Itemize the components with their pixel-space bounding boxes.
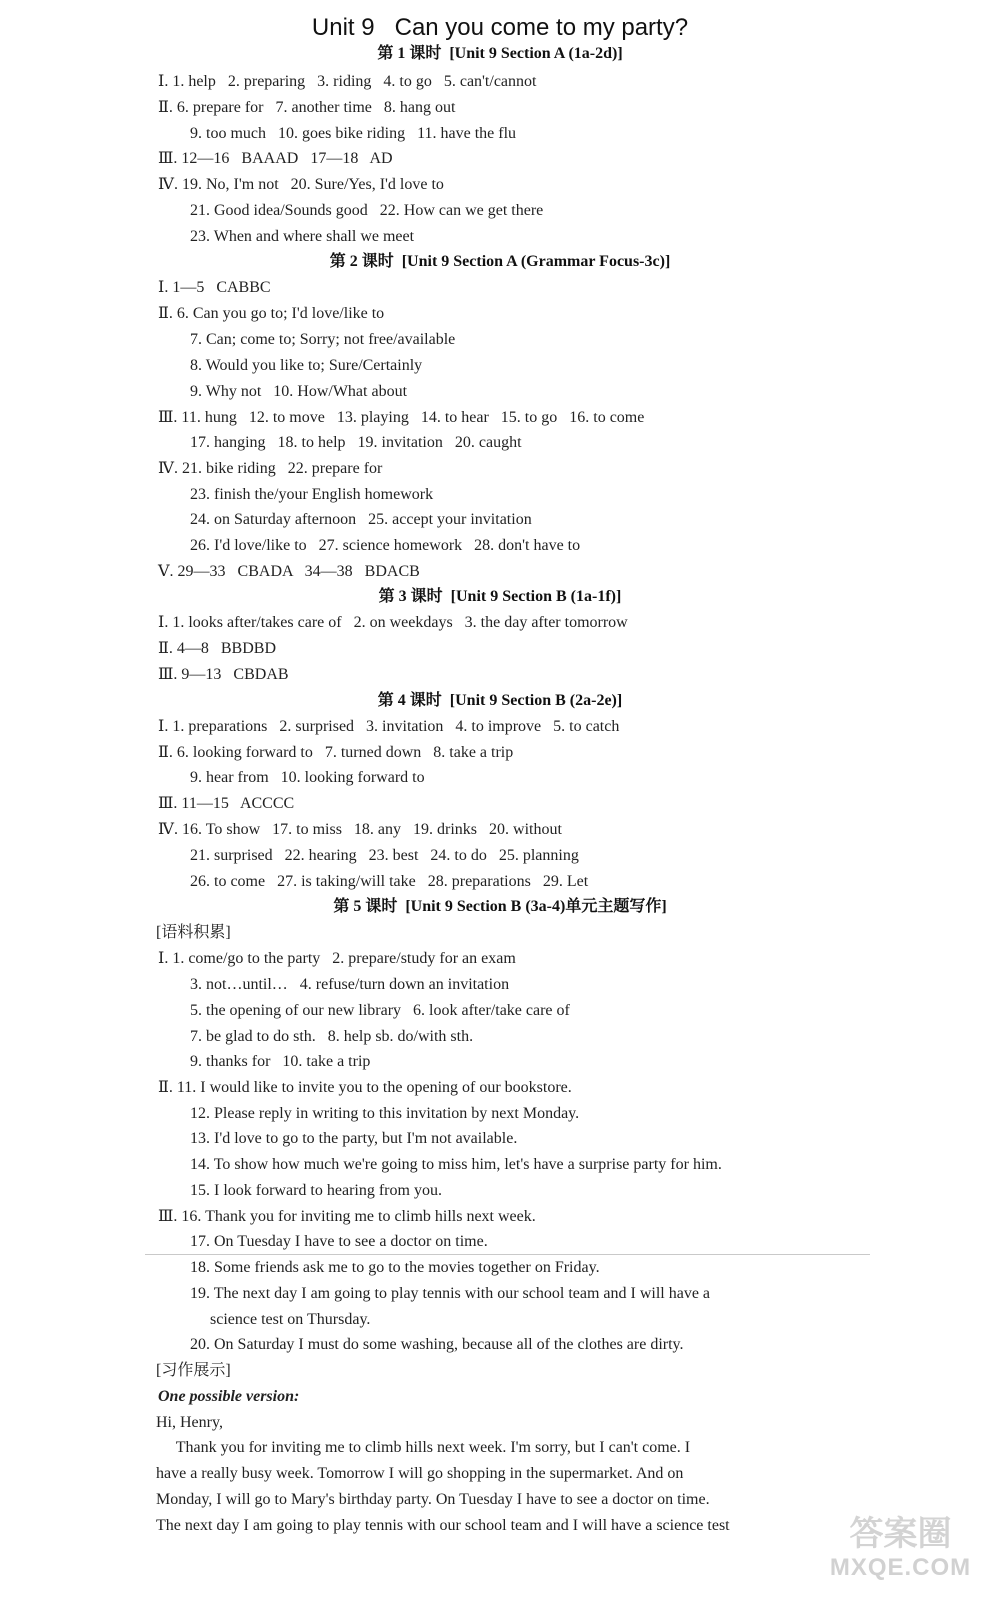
- lesson-heading: 第 5 课时 [Unit 9 Section B (3a-4)单元主题写作]: [333, 898, 667, 915]
- answer-line: 9. too much 10. goes bike riding 11. have the flu: [190, 125, 517, 142]
- answer-line: 12. Please reply in writing to this invitation by next Monday.: [190, 1105, 580, 1122]
- answer-line: 9. Why not 10. How/What about: [190, 383, 408, 400]
- answer-line: Ⅲ. 12—16 BAAAD 17—18 AD: [158, 150, 393, 167]
- answer-line: Thank you for inviting me to climb hills next week. I'm sorry, but I can't come. I: [156, 1439, 691, 1456]
- answer-line: Ⅳ. 19. No, I'm not 20. Sure/Yes, I'd love to: [158, 176, 444, 193]
- answer-line: 17. On Tuesday I have to see a doctor on time.: [190, 1233, 488, 1250]
- answer-line: Ⅴ. 29—33 CBADA 34—38 BDACB: [158, 563, 420, 580]
- answer-line: 19. The next day I am going to play tennis with our school team and I will have a: [190, 1285, 711, 1302]
- answer-line: Ⅳ. 16. To show 17. to miss 18. any 19. drinks 20. without: [158, 821, 562, 838]
- answer-line: Ⅲ. 9—13 CBDAB: [158, 666, 289, 683]
- answer-line: 17. hanging 18. to help 19. invitation 20. caught: [190, 434, 522, 451]
- answer-line: Ⅱ. 11. I would like to invite you to the opening of our bookstore.: [158, 1079, 572, 1096]
- answer-line: 8. Would you like to; Sure/Certainly: [190, 357, 423, 374]
- answer-line: 7. Can; come to; Sorry; not free/available: [190, 331, 456, 348]
- lesson-heading: 第 3 课时 [Unit 9 Section B (1a-1f)]: [378, 588, 622, 605]
- watermark-cn: 答案圈: [849, 1514, 952, 1554]
- answer-line: Ⅱ. 4—8 BBDBD: [158, 640, 276, 657]
- section-label: [语料积累]: [156, 924, 231, 941]
- answer-line: One possible version:: [158, 1388, 300, 1405]
- answer-line: 21. surprised 22. hearing 23. best 24. to do 25. planning: [190, 847, 579, 864]
- answer-line: 15. I look forward to hearing from you.: [190, 1182, 442, 1199]
- answer-line: 26. to come 27. is taking/will take 28. preparations 29. Let: [190, 873, 589, 890]
- answer-line: Ⅰ. 1. preparations 2. surprised 3. invitation 4. to improve 5. to catch: [158, 718, 620, 735]
- answer-line: Ⅱ. 6. Can you go to; I'd love/like to: [158, 305, 385, 322]
- answer-line: Ⅳ. 21. bike riding 22. prepare for: [158, 460, 383, 477]
- answer-line: 23. finish the/your English homework: [190, 486, 434, 503]
- answer-line: 24. on Saturday afternoon 25. accept your invitation: [190, 511, 532, 528]
- answer-line: Hi, Henry,: [156, 1414, 223, 1431]
- answer-line: Ⅲ. 11—15 ACCCC: [158, 795, 295, 812]
- divider: [145, 1254, 870, 1255]
- lesson-heading: 第 4 课时 [Unit 9 Section B (2a-2e)]: [377, 692, 623, 709]
- answer-line: 3. not…until… 4. refuse/turn down an invitation: [190, 976, 510, 993]
- lesson-heading: 第 2 课时 [Unit 9 Section A (Grammar Focus-3c)]: [329, 253, 671, 270]
- answer-line: 18. Some friends ask me to go to the movies together on Friday.: [190, 1259, 600, 1276]
- unit-title: Unit 9 Can you come to my party?: [311, 14, 689, 41]
- answer-line: 14. To show how much we're going to miss him, let's have a surprise party for him.: [190, 1156, 722, 1173]
- watermark-logo: [813, 1502, 988, 1592]
- answer-line: 23. When and where shall we meet: [190, 228, 415, 245]
- answer-line: Ⅱ. 6. prepare for 7. another time 8. hang out: [158, 99, 456, 116]
- watermark-url: MXQE.COM: [829, 1554, 972, 1581]
- section-label: [习作展示]: [156, 1362, 231, 1379]
- answer-line: Ⅰ. 1. help 2. preparing 3. riding 4. to go 5. can't/cannot: [158, 73, 537, 90]
- answer-line: 21. Good idea/Sounds good 22. How can we get there: [190, 202, 544, 219]
- answer-line: have a really busy week. Tomorrow I will go shopping in the supermarket. And on: [156, 1465, 684, 1482]
- answer-line: Ⅲ. 16. Thank you for inviting me to climb hills next week.: [158, 1208, 536, 1225]
- answer-line: 20. On Saturday I must do some washing, because all of the clothes are dirty.: [190, 1336, 684, 1353]
- answer-line: Ⅲ. 11. hung 12. to move 13. playing 14. to hear 15. to go 16. to come: [158, 409, 645, 426]
- answer-line: 9. thanks for 10. take a trip: [190, 1053, 371, 1070]
- answer-line: Ⅰ. 1. come/go to the party 2. prepare/study for an exam: [158, 950, 516, 967]
- answer-line: 13. I'd love to go to the party, but I'm not available.: [190, 1130, 518, 1147]
- answer-line: Monday, I will go to Mary's birthday party. On Tuesday I have to see a doctor on time.: [156, 1491, 710, 1508]
- answer-line: science test on Thursday.: [190, 1311, 371, 1328]
- answer-line: 26. I'd love/like to 27. science homework 28. don't have to: [190, 537, 581, 554]
- answer-line: 9. hear from 10. looking forward to: [190, 769, 425, 786]
- answer-line: 7. be glad to do sth. 8. help sb. do/with sth.: [190, 1028, 474, 1045]
- answer-line: Ⅰ. 1—5 CABBC: [158, 279, 271, 296]
- lesson-heading: 第 1 课时 [Unit 9 Section A (1a-2d)]: [377, 45, 623, 62]
- answer-line: 5. the opening of our new library 6. look after/take care of: [190, 1002, 570, 1019]
- answer-line: Ⅰ. 1. looks after/takes care of 2. on weekdays 3. the day after tomorrow: [158, 614, 628, 631]
- answer-line: Ⅱ. 6. looking forward to 7. turned down 8. take a trip: [158, 744, 514, 761]
- answer-line: The next day I am going to play tennis with our school team and I will have a science test: [156, 1517, 730, 1534]
